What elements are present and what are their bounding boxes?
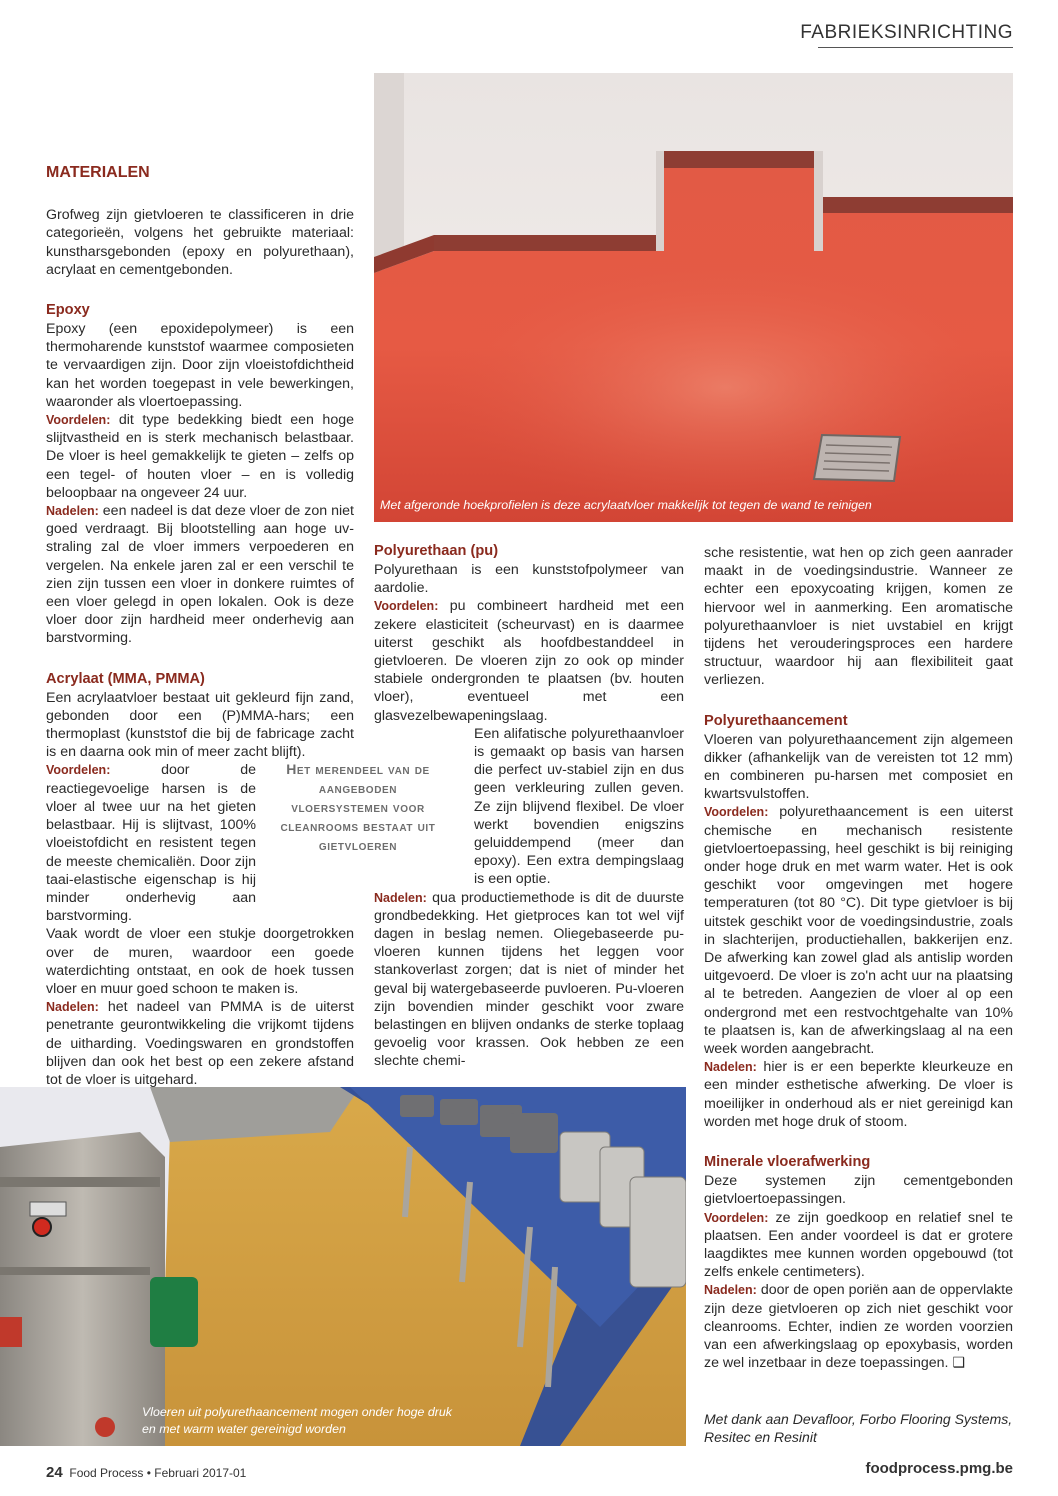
epoxy-paragraph: Epoxy (een epoxidepolymeer) is een thermoharende kunststof waarmee composieten te vervaardigen zijn. Door zijn vloeistofdichtheid kan het worden toegepast in vele bewerkingen, waaronder als vloertoepassing. xyxy=(46,321,354,410)
disadvantages-text: een nadeel is dat deze vloer de zon niet goed verdraagt. Bij blootstelling aan hoge uv-straling zal de vloer immers verpoederen en vergelen. Na enkele jaren zal er een verschil te zien zijn tussen een vloer in donkere ruimtes of een vloer gelegd in open lokalen. Ook is deze vloer door zijn hardheid meer onderhevig aan barstvorming. xyxy=(46,503,354,647)
mineral-disadvantages xyxy=(704,1281,1013,1372)
acknowledgements: Met dank aan Devafloor, Forbo Flooring Systems, Resitec en Resinit xyxy=(704,1411,1013,1445)
pu-cement-disadvantages xyxy=(704,1058,1013,1131)
advantages-label: Voordelen: xyxy=(46,413,111,428)
disadvantages-label: Nadelen: xyxy=(46,1000,99,1015)
advantages-label: Voordelen: xyxy=(374,599,439,614)
intro-paragraph: Grofweg zijn gietvloeren te classificeren in drie categorieën, volgens het gebruikte materiaal: kunstharsgebonden (epoxy en polyurethaan), acrylaat en cementgebonden. xyxy=(46,207,354,278)
advantages-label: Voordelen: xyxy=(46,763,111,778)
pu-cement-advantages xyxy=(704,803,1013,1058)
disadvantages-text: het nadeel van PMMA is de uiterst penetrante geurontwikkeling die vrijkomt tijdens de uitharding. Voedingswaren en grondstoffen blijven dan ook het best op een zekere afstand tot de vloer is uitgehard. xyxy=(46,999,354,1088)
epoxy-advantages xyxy=(46,411,354,502)
pu-cement-floor-illustration xyxy=(0,1087,686,1446)
advantages-text: ze zijn goedkoop en relatief snel te plaatsen. Een ander voordeel is dat er grotere laagdiktes mee kunnen worden opgebouwd (tot zelfs enkele centimeters). xyxy=(704,1209,1013,1281)
disadvantages-text: door de open poriën aan de oppervlakte zijn deze gietvloeren op zich niet geschikt voor cleanrooms. Echter, indien ze worden voorzien van een afwerkingslaag op epoxybasis, worden ze wel inzetbaar in deze toepassingen. ❑ xyxy=(704,1282,1013,1372)
photo-caption: Met afgeronde hoekprofielen is deze acrylaatvloer makkelijk tot tegen de wand te reinigen xyxy=(380,498,872,512)
mineral-paragraph: Deze systemen zijn cementgebonden gietvloertoepassingen. xyxy=(704,1173,1013,1208)
footer-left xyxy=(46,1464,246,1481)
section-heading: MATERIALEN xyxy=(46,164,150,181)
continued-paragraph: sche resistentie, wat hen op zich geen aanrader maakt in de voedingsindustrie. Wanneer ze echter een epoxycoating krijgen, komen ze hiervoor wel in aanmerking. Een aromatische polyurethaanvloer is niet uvstabiel en krijgt tijdens het verouderingsproces een hardere structuur, waardoor hij aan flexibiliteit gaat verliezen. xyxy=(704,545,1013,689)
website-link[interactable]: foodprocess.pmg.be xyxy=(865,1460,1013,1477)
aliphatic-paragraph: Een alifatische polyurethaanvloer is gemaakt op basis van harsen die perfect uv-stabiel zijn en dus geen verkleuring zullen geven. Ze zijn blijvend flexibel. De vloer werkt bovendien enigszins geluiddempend (meer dan epoxy). Een extra dempingslaag is een optie. xyxy=(474,725,684,888)
acrylate-floor-photo xyxy=(374,73,1013,522)
acrylate-floor-illustration xyxy=(374,73,1013,522)
pull-quote: Het merendeel van de aangeboden vloersystemen voor cleanrooms bestaat uit gietvloeren xyxy=(280,761,436,853)
advantages-text: pu combineert hardheid met een zekere elasticiteit (scheurvast) en is daarmee uiterst geschikt als hoofdbestanddeel in gietvloeren. De vloeren zijn zo ook op minder stabiele ondergronden te plaatsen (bv. houten vloer), eventueel met een glasvezelbewapeningslaag. xyxy=(374,598,684,724)
header-rule xyxy=(818,47,1013,48)
pu-cement-floor-photo xyxy=(0,1087,686,1446)
disadvantages-label: Nadelen: xyxy=(374,890,427,905)
acrylate-disadvantages xyxy=(46,998,354,1089)
section-label: FABRIEKSINRICHTING xyxy=(800,22,1013,43)
advantages-label: Voordelen: xyxy=(704,1210,769,1225)
polyurethane-paragraph: Polyurethaan is een kunststofpolymeer van aardolie. xyxy=(374,562,684,597)
issue-date: Februari 2017-01 xyxy=(154,1466,247,1480)
separator-dot: • xyxy=(146,1466,151,1480)
acrylate-paragraph: Een acrylaatvloer bestaat uit gekleurd fijn zand, gebonden door een (P)MMA-hars; een thermoplast (kunststof die bij de fabricage zacht is en daarna ook min of meer zacht blijft). xyxy=(46,689,354,761)
disadvantages-text: qua productiemethode is dit de duurste grondbedekking. Het gietproces kan tot wel vijf dagen in beslag nemen. Oliegebaseerde pu-vloeren kunnen tijdens het leggen voor stankoverlast zorgen; dat is niet of minder het geval bij watergebaseerde puvloeren. Pu-vloeren zijn bovendien minder geschikt voor zware belastingen en blijven ondanks de sterke toplaag gevoelig voor krassen. Ook hebben ze een slechte chemi- xyxy=(374,889,684,1070)
advantages-text: polyurethaancement is een uiterst chemische en mechanisch resistente gietvloertoepassing, heel geschikt is bij reiniging onder hoge druk en met warm water. Het is ook geschikt voor omgevingen met hogere temperaturen (tot 80 °C). Dit type gietvloer is bij uitstek geschikt voor de voedingsindustrie, zoals in slachterijen, productiehallen, bakkerijen enz. De afwerking kan zowel glad als antislip worden uitgevoerd. De vloer is zo'n acht uur na plaatsing al te betreden. Aangezien de vloer al op een ondergrond met een restvochtgehalte van 10% te plaatsen is, kan de afwerkingslaag al na een week worden aangebracht. xyxy=(704,804,1013,1058)
photo-caption-line-1: Vloeren uit polyurethaancement mogen onder hoge druk xyxy=(142,1405,452,1419)
pu-cement-heading: Polyurethaancement xyxy=(704,712,848,729)
mineral-advantages xyxy=(704,1209,1013,1282)
photo-caption-line-2: en met warm water gereinigd worden xyxy=(142,1422,346,1436)
advantages-text: door de reactiegevoelige harsen is de vloer al twee uur na het gieten belastbaar. Hij is slijtvast, 100% vloeistofdicht en resistent tegen de meeste chemicaliën. Door zijn taai-elastische eigenschap is hij minder onderhevig aan barstvorming. xyxy=(46,762,256,925)
disadvantages-label: Nadelen: xyxy=(704,1283,757,1298)
advantages-text: dit type bedekking biedt een hoge slijtvastheid en is sterk mechanisch belastbaar. De vloer is heel gemakkelijk te gieten – zelfs op een tegel- of houten vloer – en is volledig beloopbaar na ongeveer 24 uur. xyxy=(46,412,354,501)
polyurethane-advantages xyxy=(374,597,684,724)
disadvantages-text: hier is er een beperkte kleurkeuze en een minder esthetische afwerking. De vloer is moeilijker in onderhoud als er niet gereinigd kan worden met hoge druk of stoom. xyxy=(704,1059,1013,1130)
epoxy-disadvantages xyxy=(46,502,354,648)
page-number: 24 xyxy=(46,1464,63,1481)
polyurethane-heading: Polyurethaan (pu) xyxy=(374,543,499,559)
mineral-heading: Minerale vloerafwerking xyxy=(704,1154,871,1171)
acrylate-advantages xyxy=(46,761,256,925)
acrylate-extra-paragraph: Vaak wordt de vloer een stukje doorgetrokken over de muren, waardoor een goede waterdichting ontstaat, en ook de hoek tussen vloer en muur goed schoon te maken is. xyxy=(46,926,354,997)
column-3 xyxy=(704,544,1013,1372)
acrylate-heading: Acrylaat (MMA, PMMA) xyxy=(46,670,205,687)
column-2 xyxy=(374,542,684,1071)
disadvantages-label: Nadelen: xyxy=(704,1060,757,1075)
advantages-label: Voordelen: xyxy=(704,805,769,820)
column-1 xyxy=(46,164,354,1089)
epoxy-heading: Epoxy xyxy=(46,302,90,319)
disadvantages-label: Nadelen: xyxy=(46,504,99,519)
polyurethane-disadvantages xyxy=(374,889,684,1071)
magazine-name: Food Process xyxy=(69,1466,144,1480)
pu-cement-paragraph: Vloeren van polyurethaancement zijn algemeen dikker (afhankelijk van de vereisten tot 12 mm) en combineren pu-harsen met composiet en kwartsvulstoffen. xyxy=(704,731,1013,803)
